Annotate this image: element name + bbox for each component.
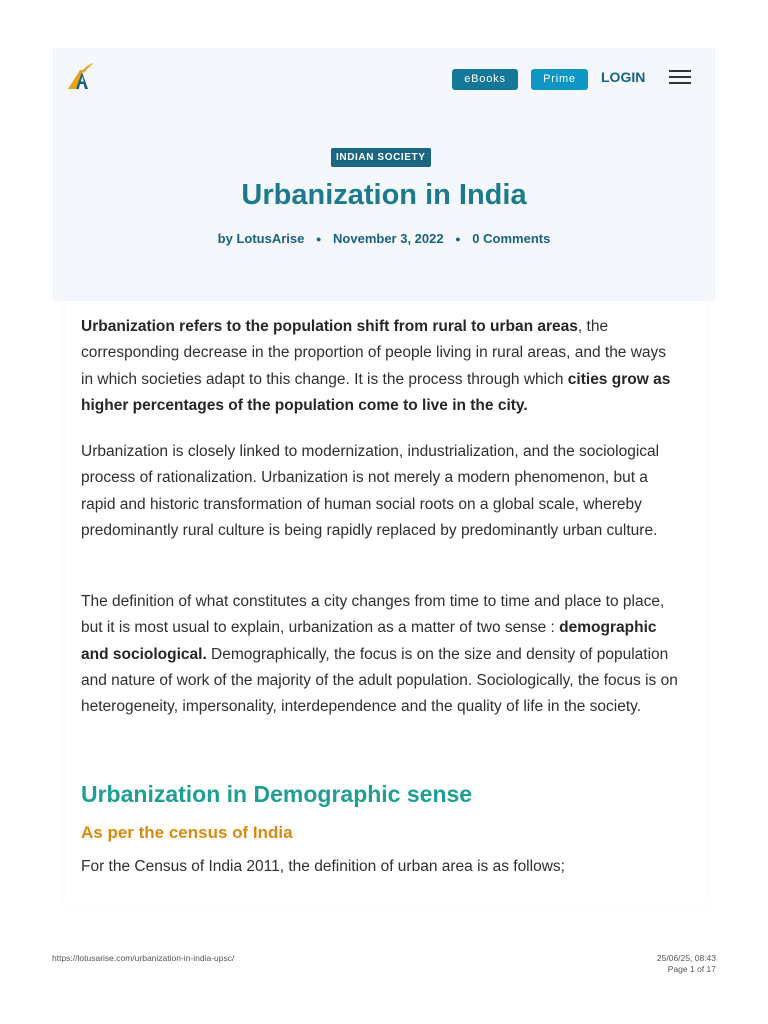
hamburger-menu-icon[interactable] [669, 70, 691, 86]
print-footer-url: https://lotusarise.com/urbanization-in-india-upsc/ [52, 953, 235, 963]
author-link[interactable]: by LotusArise [217, 231, 305, 246]
subheading-census: As per the census of India [81, 823, 293, 842]
post-date[interactable]: November 3, 2022 [333, 231, 444, 246]
definition-text-end: Demographically, the focus is on the size and density of population and nature of work of the majority of the adult population. Sociologically, the focus is on heterogeneity, impersonality, interdependence and the quality of life in the society. [81, 645, 678, 716]
separator-dot-icon: ● [315, 234, 322, 244]
intro-bold-cities: cities grow as higher percentages of the population come to live in the city. [81, 370, 671, 414]
post-meta [52, 230, 716, 248]
print-footer-datetime: 25/06/25, 08:43 [656, 953, 716, 963]
modernization-paragraph: Urbanization is closely linked to modernization, industrialization, and the sociological process of rationalization. Urbanization is not merely a modern phenomenon, but a rapid and historic transformation of human social roots on a global scale, whereby predominantly rural culture is being rapidly replaced by predominantly urban culture. [81, 443, 660, 539]
census-paragraph: For the Census of India 2011, the definition of urban area is as follows; [81, 858, 565, 875]
section-heading-demographic: Urbanization in Demographic sense [81, 781, 473, 807]
definition-bold-senses: demographic and sociological. [81, 619, 657, 663]
print-footer-page: Page 1 of 17 [667, 964, 716, 974]
definition-paragraph [81, 589, 681, 720]
definition-text-start: The definition of what constitutes a city changes from time to time and place to place, but it is most usual to explain, urbanization as a matter of two sense : [81, 593, 665, 637]
separator-dot-icon: ● [455, 234, 461, 244]
print-footer-info [657, 953, 716, 975]
ebooks-button[interactable]: eBooks [452, 69, 518, 90]
intro-text: , the corresponding decrease in the proportion of people living in rural areas, and the ways in which societies adapt to this change. It is the process through which [81, 318, 667, 388]
page-title: Urbanization in India [241, 179, 527, 211]
category-badge[interactable]: INDIAN SOCIETY [331, 148, 431, 167]
intro-paragraph [81, 314, 681, 419]
comments-link[interactable]: 0 Comments [472, 231, 551, 246]
site-header [52, 48, 716, 301]
prime-button[interactable]: Prime [531, 69, 588, 90]
lotusarise-logo-icon[interactable] [66, 62, 96, 94]
login-link[interactable]: LOGIN [601, 69, 646, 85]
intro-bold-definition: Urbanization refers to the population shift from rural to urban areas [81, 318, 578, 335]
